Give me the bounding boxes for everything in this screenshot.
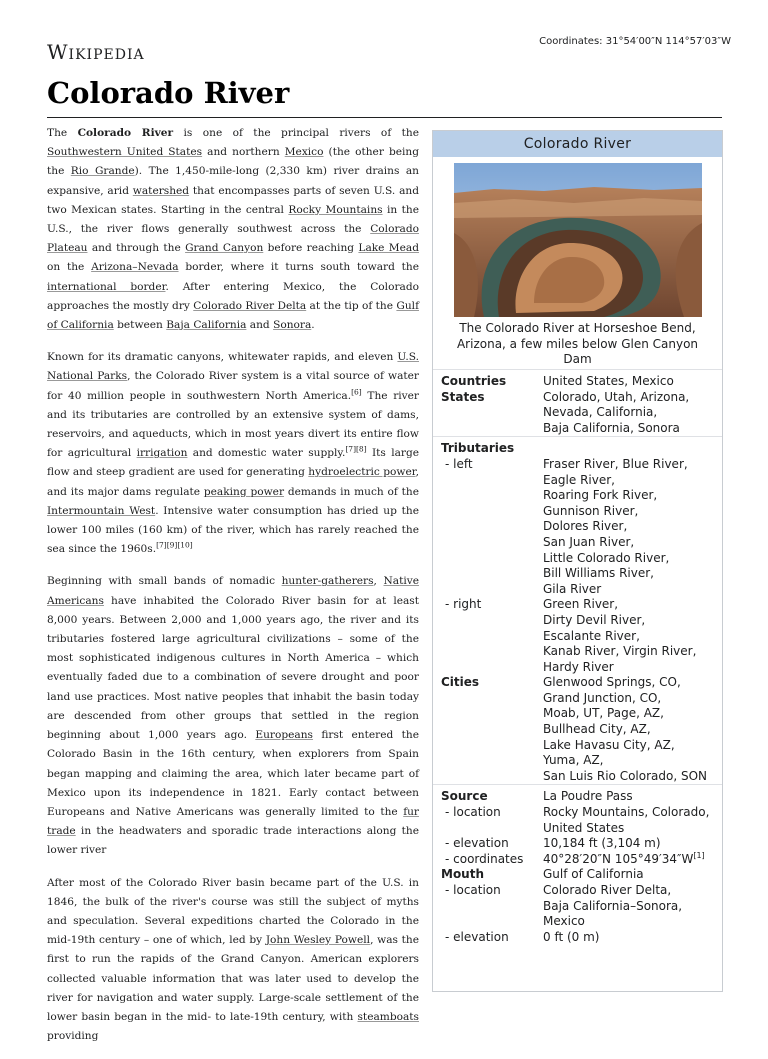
- infobox-value: [543, 370, 722, 390]
- infobox-title: Colorado River: [433, 131, 722, 157]
- infobox-row: [433, 437, 722, 457]
- infobox-value-line: Bullhead City, AZ,: [543, 722, 651, 737]
- infobox-row: [433, 852, 722, 868]
- text-run: have inhabited the Colorado River basin for at least 8,000 years. Between 2,000 and 1,000 years ago, the river and its tributaries fostered large agricultural civilizations – some of the most sophisticated indigenous cultures in North America – which eventually faded due to a combination of severe drought and poor land use practices. Most native peoples that inhabit the basin today are descended from other groups that settled in the region beginning about 1,000 years ago.: [47, 594, 419, 742]
- text-run: on the: [47, 261, 92, 274]
- infobox-label: - elevation: [445, 929, 509, 944]
- infobox-value-line: Colorado River Delta,: [543, 883, 672, 897]
- citation-ref[interactable]: [7][8]: [345, 444, 367, 454]
- text-run: providing: [47, 1030, 99, 1043]
- infobox-row: [433, 883, 722, 930]
- paragraph-water: [47, 348, 419, 559]
- text-run: border, where it turns south toward the: [178, 261, 419, 274]
- infobox-value-line: Bill Williams River,: [543, 566, 654, 581]
- infobox-value-line: Lake Havasu City, AZ,: [543, 737, 675, 752]
- infobox-label: Mouth: [441, 867, 485, 882]
- article-link[interactable]: Mexico: [284, 146, 324, 159]
- infobox-value-line: Green River,: [543, 597, 619, 612]
- text-run: Beginning with small bands of nomadic: [47, 575, 282, 588]
- infobox-value-line: 40°28′20″N 105°49′34″W[1]: [543, 850, 705, 866]
- infobox-value-line: Rocky Mountains, Colorado,: [543, 805, 710, 820]
- infobox-value-line: Mexico: [543, 914, 585, 929]
- page-title: Colorado River: [47, 76, 290, 110]
- infobox-label: - left: [445, 456, 473, 471]
- infobox-value-line: Dolores River,: [543, 519, 628, 534]
- citation-ref[interactable]: [6]: [351, 387, 362, 397]
- text-run: After most of the Colorado River basin became part of the U.S. in 1846, the bulk of the river's course was still the subject of myths and speculation. Several expeditions charted the Colorado in the mid-19th century – one of which, led by: [47, 876, 419, 947]
- text-run: ,: [373, 575, 384, 588]
- article-link[interactable]: U.S. National Parks: [47, 351, 419, 383]
- article-link[interactable]: Native Americans: [47, 575, 419, 607]
- infobox-label: States: [441, 389, 485, 404]
- infobox-value-line: [543, 441, 722, 457]
- article-link[interactable]: hunter-gatherers: [281, 575, 374, 588]
- infobox-value: [543, 867, 722, 883]
- infobox-value-line: 10,184 ft (3,104 m): [543, 836, 661, 851]
- infobox-value: [543, 675, 722, 785]
- infobox-label: - elevation: [445, 836, 509, 851]
- text-run: . After entering Mexico, the Colorado approaches the mostly dry: [47, 280, 419, 312]
- infobox-label: - coordinates: [445, 851, 524, 866]
- horseshoe-bend-photo[interactable]: [454, 163, 702, 317]
- text-run: and: [246, 319, 274, 332]
- text-run: (the other being the: [47, 146, 419, 178]
- text-run: The: [47, 127, 78, 139]
- text-run: at the tip of the: [306, 299, 397, 312]
- text-run: between: [113, 319, 167, 332]
- infobox-label: Source: [433, 785, 543, 805]
- article-link[interactable]: Gulf of California: [47, 299, 419, 332]
- infobox-value: [543, 883, 722, 930]
- infobox-value-line: Glenwood Springs, CO,: [543, 675, 681, 690]
- infobox-value: [543, 836, 722, 852]
- text-run: demands in much of the: [284, 485, 419, 498]
- infobox-value-line: Fraser River, Blue River,: [543, 456, 688, 471]
- text-run: first entered the Colorado Basin in the 16th century, when explorers from Spain began mapping and claiming the area, which later became part of Mexico upon its independence in 1821. Early contact between Europeans and Native Americans was generally limited to the: [47, 729, 419, 818]
- infobox-row: [433, 597, 722, 675]
- infobox-value-line: 0 ft (0 m): [543, 929, 600, 944]
- text-run: ). The 1,450-mile-long (2,330 km) river drains an expansive, arid: [47, 165, 420, 197]
- text-run: The river and its tributaries are controlled by an extensive system of dams, reservoirs, and aqueducts, which in most years divert its entire flow for agricultural: [47, 389, 419, 460]
- infobox-value-line: Moab, UT, Page, AZ,: [543, 706, 664, 721]
- infobox-row: [433, 457, 722, 597]
- infobox-value-line: Eagle River,: [543, 472, 615, 487]
- infobox-value-line: San Juan River,: [543, 534, 635, 549]
- infobox-value-line: Dirty Devil River,: [543, 612, 646, 627]
- infobox-value-line: Roaring Fork River,: [543, 488, 658, 503]
- article-link[interactable]: watershed: [132, 184, 190, 197]
- paragraph-history: [47, 572, 419, 860]
- text-run: that encompasses parts of seven U.S. and two Mexican states. Starting in the central: [47, 184, 419, 216]
- text-run: Its large flow and steep gradient are used for generating: [47, 447, 420, 479]
- infobox-value: [543, 390, 722, 437]
- infobox-value-line: La Poudre Pass: [543, 789, 633, 804]
- coordinates[interactable]: Coordinates: 31°54′00″N 114°57′03″W: [539, 36, 731, 47]
- infobox-label: Countries: [433, 370, 543, 390]
- infobox-row: [433, 805, 722, 836]
- infobox-value-line: Yuma, AZ,: [543, 753, 604, 768]
- infobox-value-line: San Luis Rio Colorado, SON: [543, 768, 708, 783]
- article-link[interactable]: steamboats: [357, 1010, 419, 1023]
- text-run: , the Colorado River system is a vital source of water for 40 million people in southwestern North America.: [47, 370, 419, 402]
- text-run: and domestic water supply.: [187, 447, 346, 460]
- infobox-row: [433, 836, 722, 852]
- text-run: and northern: [202, 146, 285, 159]
- article-link[interactable]: Baja California: [166, 319, 247, 332]
- bold-term: Colorado River: [77, 127, 174, 139]
- infobox-value-line: Hardy River: [543, 659, 614, 674]
- infobox-row: [433, 390, 722, 437]
- infobox-value-line: Grand Junction, CO,: [543, 690, 662, 705]
- wikipedia-logo[interactable]: [47, 40, 145, 64]
- infobox-value-line: Little Colorado River,: [543, 550, 670, 565]
- infobox-value-line: Gila River: [543, 581, 602, 596]
- infobox-value: [543, 457, 722, 597]
- article-link[interactable]: Intermountain West: [47, 504, 156, 517]
- infobox-label: - right: [445, 597, 482, 612]
- infobox-value: [543, 437, 722, 457]
- infobox-value-line: Gunnison River,: [543, 503, 639, 518]
- citation-ref[interactable]: [1]: [693, 850, 705, 860]
- text-run: Known for its dramatic canyons, whitewater rapids, and eleven: [47, 351, 398, 364]
- infobox-row: [433, 370, 722, 390]
- article-body: [47, 124, 419, 1059]
- infobox-row: [433, 785, 722, 805]
- article-link[interactable]: international border: [47, 280, 166, 293]
- infobox-value-line: United States, Mexico: [543, 374, 674, 388]
- citation-ref[interactable]: [7][9][10]: [156, 540, 193, 550]
- paragraph-intro: [47, 124, 419, 335]
- logo-text: Wikipedia: [47, 40, 145, 64]
- infobox-value-line: Escalante River,: [543, 628, 640, 643]
- text-run: .: [311, 319, 315, 332]
- article-link[interactable]: Colorado Plateau: [47, 223, 419, 255]
- infobox-value: [543, 930, 722, 946]
- infobox-row: [433, 675, 722, 785]
- article-link[interactable]: Grand Canyon: [185, 242, 264, 255]
- infobox-value-line: Nevada, California,: [543, 405, 658, 420]
- infobox-table: [433, 369, 722, 945]
- article-link[interactable]: hydroelectric power: [308, 466, 416, 479]
- infobox-value: [543, 597, 722, 675]
- article-link[interactable]: fur trade: [47, 805, 419, 838]
- text-run: before reaching: [263, 242, 359, 255]
- infobox: [432, 130, 723, 992]
- article-link[interactable]: John Wesley Powell: [265, 934, 371, 947]
- text-run: is one of the principal rivers of the: [173, 127, 419, 139]
- infobox-value: [543, 805, 722, 836]
- title-divider: [47, 117, 722, 118]
- paragraph-exploration: [47, 874, 419, 1047]
- article-link[interactable]: Sonora: [273, 319, 312, 332]
- infobox-value-line: Baja California, Sonora: [543, 420, 680, 435]
- text-run: , and its major dams regulate: [47, 466, 419, 498]
- article-link[interactable]: Europeans: [255, 729, 313, 742]
- text-run: in the U.S., the river flows generally southwest across the: [47, 203, 419, 236]
- infobox-label: Cities: [441, 675, 480, 690]
- article-link[interactable]: Rio Grande: [70, 165, 135, 178]
- infobox-row: [433, 930, 722, 946]
- infobox-value-line: Colorado, Utah, Arizona,: [543, 389, 690, 404]
- infobox-label: - location: [445, 805, 501, 820]
- infobox-value-line: United States: [543, 820, 625, 835]
- article-link[interactable]: irrigation: [136, 447, 188, 460]
- article-link[interactable]: Rocky Mountains: [288, 203, 383, 216]
- article-link[interactable]: peaking power: [203, 485, 285, 498]
- infobox-label: - location: [445, 883, 501, 897]
- infobox-label: Tributaries: [433, 437, 543, 457]
- infobox-value-line: Baja California–Sonora,: [543, 898, 683, 913]
- article-link[interactable]: Colorado River Delta: [193, 299, 307, 312]
- infobox-value-line: Kanab River, Virgin River,: [543, 644, 697, 659]
- article-link[interactable]: Lake Mead: [358, 242, 419, 255]
- text-run: and through the: [87, 242, 186, 255]
- infobox-value: [543, 852, 722, 868]
- text-run: in the headwaters and sporadic trade interactions along the lower river: [47, 825, 419, 857]
- infobox-row: [433, 867, 722, 883]
- article-link[interactable]: Southwestern United States: [47, 146, 203, 159]
- infobox-value-line: Gulf of California: [543, 867, 644, 882]
- infobox-value: [543, 785, 722, 805]
- photo-caption: The Colorado River at Horseshoe Bend, Arizona, a few miles below Glen Canyon Dam: [456, 321, 699, 366]
- text-run: . Intensive water consumption has dried up the lower 100 miles (160 km) of the river, which has rarely reached the sea since the 1960s.: [47, 504, 420, 556]
- text-run: , was the first to run the rapids of the Grand Canyon. American explorers collected valuable information that was later used to develop the river for navigation and water supply. Large-scale settlement of the lower basin began in the mid- to late-19th century, with: [47, 934, 420, 1023]
- article-link[interactable]: Arizona–Nevada: [91, 261, 179, 274]
